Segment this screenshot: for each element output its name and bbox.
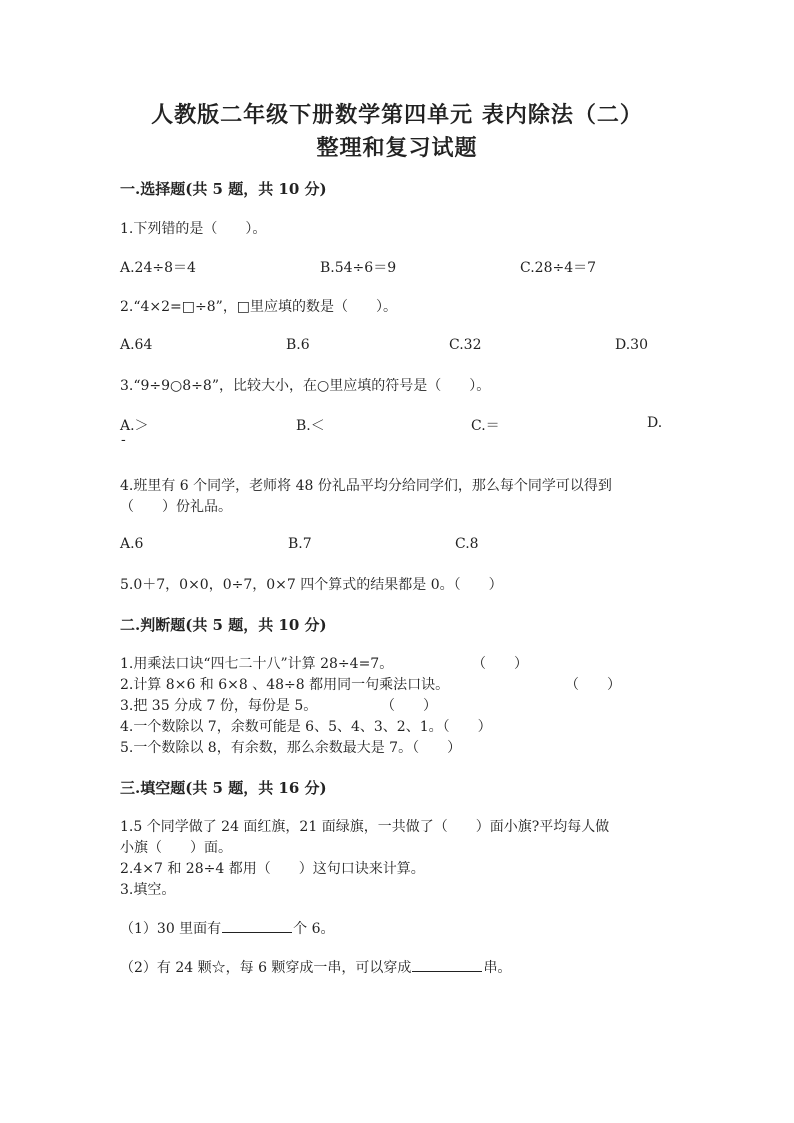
q2-option-a: A.64 <box>120 337 153 353</box>
fill-sub2-text-before: （2）有 24 颗☆，每 6 颗穿成一串，可以穿成 <box>120 960 412 976</box>
fill-subquestion-2 <box>120 957 511 977</box>
fill-sub1-text-before: （1）30 里面有 <box>120 921 222 937</box>
page-subtitle: 整理和复习试题 <box>316 135 478 161</box>
judge-item-4: 4.一个数除以 7，余数可能是 6、5、4、3、2、1。（ ） <box>120 719 492 735</box>
question-4-line2: （ ）份礼品。 <box>120 499 232 515</box>
judge-item-3-paren: （ ） <box>381 698 437 714</box>
q4-option-a: A.6 <box>120 536 144 552</box>
question-4-line1: 4.班里有 6 个同学，老师将 48 份礼品平均分给同学们，那么每个同学可以得到 <box>120 478 612 494</box>
fill-sub1-text-after: 个 6。 <box>293 921 335 937</box>
q3-option-c: C.＝ <box>471 418 500 434</box>
q3-option-b: B.＜ <box>296 418 325 434</box>
judge-item-1-paren: （ ） <box>472 656 528 672</box>
q1-option-b: B.54÷6＝9 <box>320 260 397 276</box>
judge-item-1: 1.用乘法口诀“四七二十八”计算 28÷4=7。 <box>120 656 394 672</box>
section1-heading: 一.选择题(共 5 题，共 10 分) <box>120 180 327 198</box>
fill-question-1-line1: 1.5 个同学做了 24 面红旗，21 面绿旗，一共做了（ ）面小旗?平均每人做 <box>120 819 610 835</box>
section3-heading: 三.填空题(共 5 题，共 16 分) <box>120 779 327 797</box>
q3-option-d-wrap: - <box>121 432 126 448</box>
fill-sub2-text-after: 串。 <box>483 960 512 976</box>
fill-subquestion-1 <box>120 918 335 938</box>
question-2: 2.“4×2=□÷8”，□里应填的数是（ ）。 <box>120 299 398 315</box>
q3-option-a: A.＞ <box>120 418 149 434</box>
q4-option-b: B.7 <box>288 536 312 552</box>
question-5: 5.0＋7，0×0，0÷7，0×7 四个算式的结果都是 0。（ ） <box>120 577 503 593</box>
judge-item-2: 2.计算 8×6 和 6×8 、48÷8 都用同一句乘法口诀。 <box>120 677 450 693</box>
q2-option-b: B.6 <box>286 337 310 353</box>
q2-option-c: C.32 <box>449 337 482 353</box>
judge-item-3: 3.把 35 分成 7 份，每份是 5。 <box>120 698 318 714</box>
judge-item-2-paren: （ ） <box>565 677 621 693</box>
q1-option-a: A.24÷8＝4 <box>120 260 196 276</box>
answer-blank[interactable] <box>222 918 292 933</box>
q4-option-c: C.8 <box>455 536 479 552</box>
page-title: 人教版二年级下册数学第四单元 表内除法（二） <box>151 102 643 128</box>
judge-item-5: 5.一个数除以 8，有余数，那么余数最大是 7。（ ） <box>120 740 462 756</box>
question-3: 3.“9÷9○8÷8”，比较大小，在○里应填的符号是（ ）。 <box>120 378 491 394</box>
q1-option-c: C.28÷4＝7 <box>520 260 597 276</box>
fill-question-1-line2: 小旗（ ）面。 <box>120 840 232 856</box>
question-1: 1.下列错的是（ ）。 <box>120 221 267 237</box>
fill-question-2: 2.4×7 和 28÷4 都用（ ）这句口诀来计算。 <box>120 861 425 877</box>
section2-heading: 二.判断题(共 5 题，共 10 分) <box>120 616 327 634</box>
fill-question-3: 3.填空。 <box>120 882 176 898</box>
q2-option-d: D.30 <box>615 337 648 353</box>
q3-option-d: D. <box>647 415 663 431</box>
answer-blank[interactable] <box>412 957 482 972</box>
